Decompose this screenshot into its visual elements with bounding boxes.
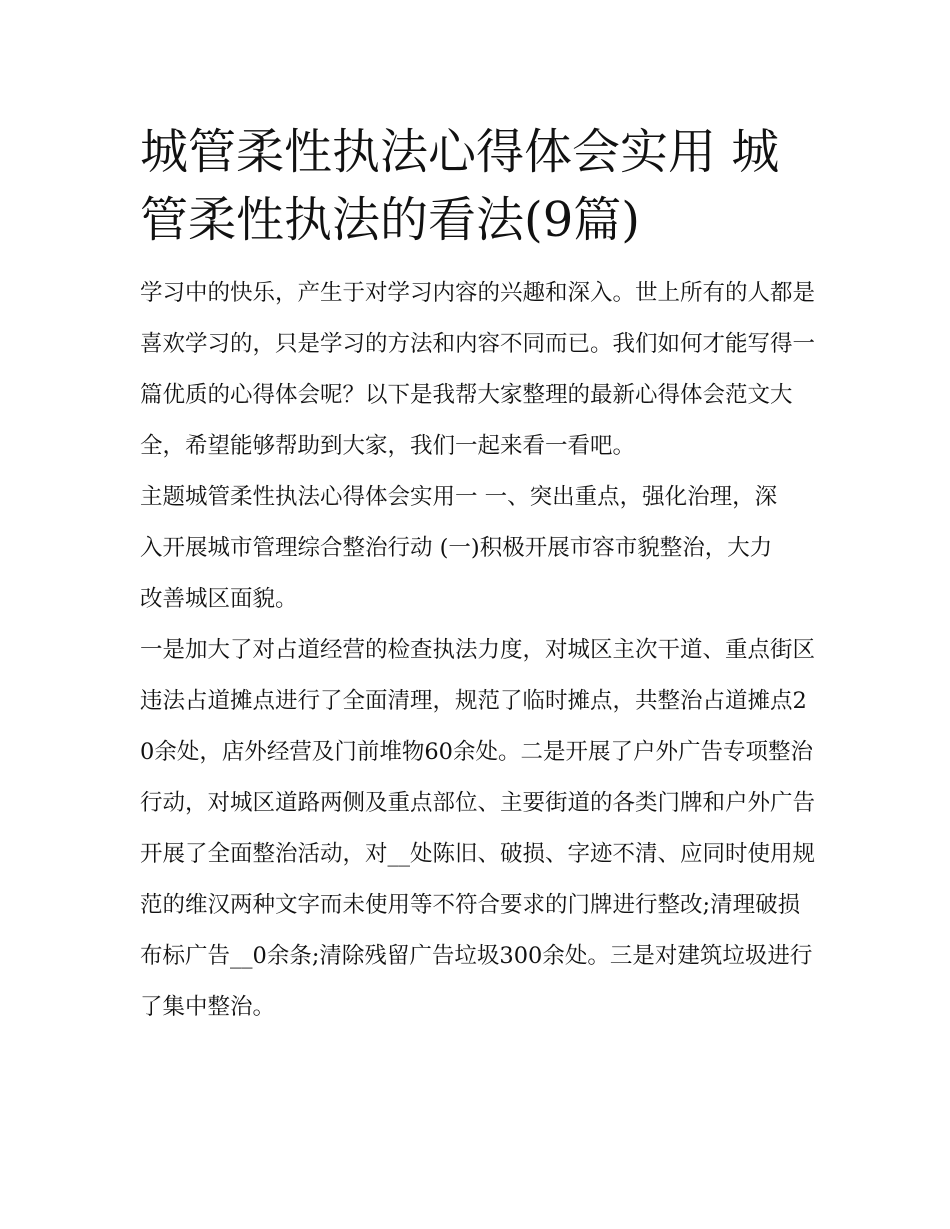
paragraph-intro: 学习中的快乐，产生于对学习内容的兴趣和深入。世上所有的人都是喜欢学习的，只是学习的方法和内容不同而已。我们如何才能写得一篇优质的心得体会呢？以下是我帮大家整理的最新心得体会范文大全，希望能够帮助到大家，我们一起来看一看吧。 xyxy=(140,280,816,459)
document-body xyxy=(140,118,816,1033)
paragraph-details: 一是加大了对占道经营的检查执法力度，对城区主次干道、重点街区违法占道摊点进行了全面清理，规范了临时摊点，共整治占道摊点20余处，店外经营及门前堆物60余处。二是开展了户外广告专项整治行动，对城区道路两侧及重点部位、主要街道的各类门牌和户外广告开展了全面整治活动，对__处陈旧、破损、字迹不清、应同时使用规范的维汉两种文字而未使用等不符合要求的门牌进行整改;清理破损布标广告__0余条;清除残留广告垃圾300余处。三是对建筑垃圾进行了集中整治。 xyxy=(140,637,816,1020)
paragraph-topic: 主题城管柔性执法心得体会实用一 一、突出重点，强化治理，深入开展城市管理综合整治行动 (一)积极开展市容市貌整治，大力改善城区面貌。 xyxy=(140,484,778,612)
document-title: 城管柔性执法心得体会实用 城管柔性执法的看法(9篇) xyxy=(140,124,780,248)
